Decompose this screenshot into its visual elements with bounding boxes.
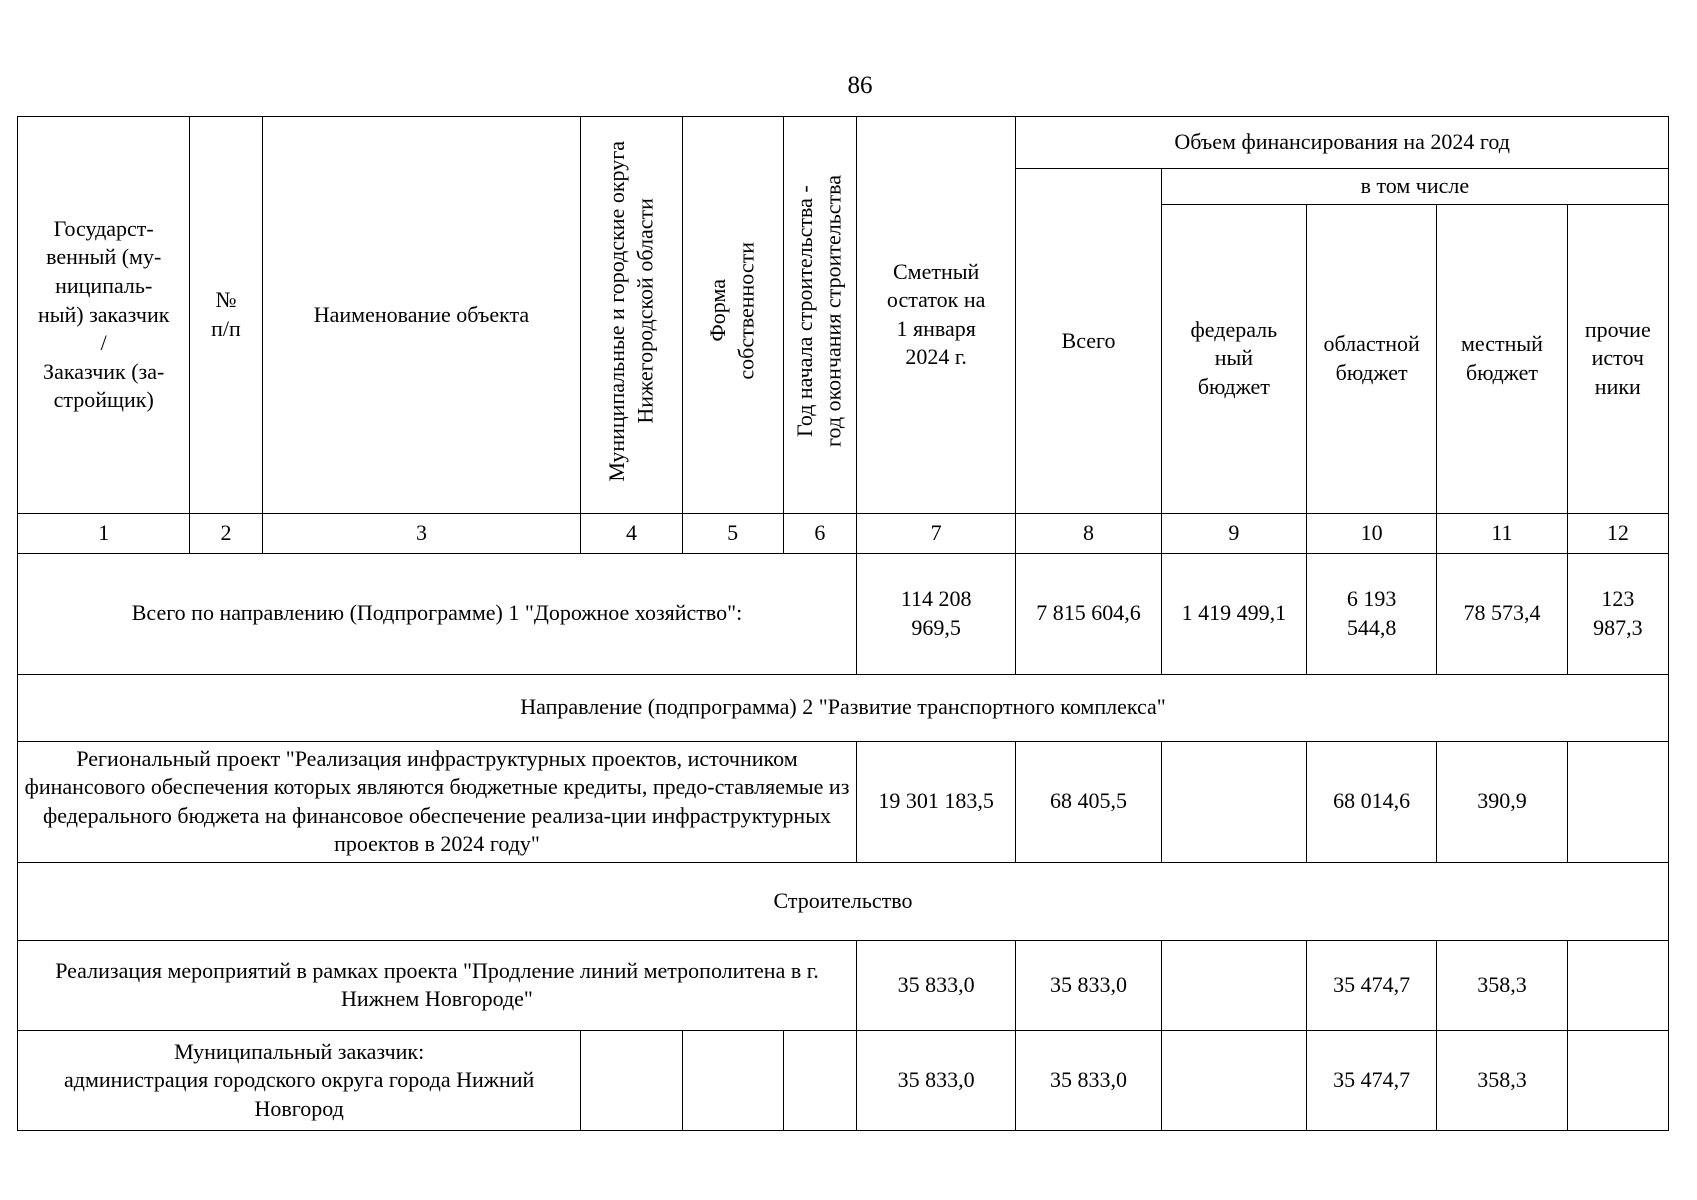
column-number: 9 <box>1161 513 1306 553</box>
table-row-section-construction <box>18 862 1669 940</box>
column-number-row <box>18 513 1669 553</box>
header-object-name: Наименование объекта <box>262 117 581 514</box>
column-number: 5 <box>682 513 783 553</box>
table-row-metro <box>18 940 1669 1030</box>
table-row-total-direction-1 <box>18 553 1669 674</box>
header-years-text: Год начала строительства - год окончания строительства <box>792 175 846 447</box>
column-number: 12 <box>1567 513 1668 553</box>
column-number: 2 <box>190 513 262 553</box>
metro-label: Реализация мероприятий в рамках проекта "Продление линий метрополитена в г. Нижнем Новгороде" <box>18 940 857 1030</box>
municipal-customer-label: Муниципальный заказчик: администрация городского округа города Нижний Новгород <box>18 1030 581 1130</box>
section-direction-2-title: Направление (подпрограмма) 2 "Развитие транспортного комплекса" <box>18 674 1669 741</box>
header-ownership-text: Форма собственности <box>705 242 759 380</box>
cell-total: 7 815 604,6 <box>1016 553 1161 674</box>
table-row-municipal-customer <box>18 1030 1669 1130</box>
header-districts-text: Муниципальные и городские округа Нижегородской области <box>603 140 658 482</box>
total-direction-1-label: Всего по направлению (Подпрограмме) 1 "Дорожное хозяйство": <box>18 553 857 674</box>
cell-total: 68 405,5 <box>1016 741 1161 862</box>
cell-federal <box>1161 1030 1306 1130</box>
cell-regional: 6 193 544,8 <box>1307 553 1437 674</box>
header-federal: федераль ный бюджет <box>1161 204 1306 513</box>
cell-other: 123 987,3 <box>1567 553 1668 674</box>
cell-federal <box>1161 741 1306 862</box>
column-number: 10 <box>1307 513 1437 553</box>
cell-remainder: 19 301 183,5 <box>856 741 1015 862</box>
cell-other <box>1567 741 1668 862</box>
cell-remainder: 114 208 969,5 <box>856 553 1015 674</box>
header-local: местный бюджет <box>1437 204 1567 513</box>
cell-remainder: 35 833,0 <box>856 940 1015 1030</box>
cell-total: 35 833,0 <box>1016 1030 1161 1130</box>
cell-total: 35 833,0 <box>1016 940 1161 1030</box>
header-funding-title: Объем финансирования на 2024 год <box>1016 117 1669 169</box>
column-number: 1 <box>18 513 190 553</box>
cell-local: 78 573,4 <box>1437 553 1567 674</box>
header-number: № п/п <box>190 117 262 514</box>
header-remainder: Сметный остаток на 1 января 2024 г. <box>856 117 1015 514</box>
column-number: 3 <box>262 513 581 553</box>
header-ownership <box>682 117 783 514</box>
header-districts <box>581 117 682 514</box>
header-including: в том числе <box>1161 169 1668 205</box>
cell-federal <box>1161 940 1306 1030</box>
header-other: прочие источ ники <box>1567 204 1668 513</box>
cell-regional: 35 474,7 <box>1307 940 1437 1030</box>
cell-local: 358,3 <box>1437 940 1567 1030</box>
header-customer: Государст- венный (му- ниципаль- ный) заказчик / Заказчик (за- стройщик) <box>18 117 190 514</box>
cell-federal: 1 419 499,1 <box>1161 553 1306 674</box>
column-number: 4 <box>581 513 682 553</box>
cell-remainder: 35 833,0 <box>856 1030 1015 1130</box>
regional-project-label: Региональный проект "Реализация инфраструктурных проектов, источником финансового обеспечения которых являются бюджетные кредиты, предо-ставляемые из федерального бюджета на финансовое обеспечение реализа-ции инфраструктурных проектов в 2024 году" <box>18 741 857 862</box>
table-row-regional-project <box>18 741 1669 862</box>
cell-local: 390,9 <box>1437 741 1567 862</box>
cell-other <box>1567 1030 1668 1130</box>
cell-years <box>783 1030 856 1130</box>
column-number: 6 <box>783 513 856 553</box>
cell-local: 358,3 <box>1437 1030 1567 1130</box>
column-number: 7 <box>856 513 1015 553</box>
cell-districts <box>581 1030 682 1130</box>
financing-table <box>17 116 1669 1131</box>
page-number: 86 <box>847 72 873 99</box>
table-row-section-direction-2 <box>18 674 1669 741</box>
column-number: 8 <box>1016 513 1161 553</box>
cell-regional: 68 014,6 <box>1307 741 1437 862</box>
header-regional: областной бюджет <box>1307 204 1437 513</box>
cell-ownership <box>682 1030 783 1130</box>
cell-other <box>1567 940 1668 1030</box>
section-construction-title: Строительство <box>18 862 1669 940</box>
header-years <box>783 117 856 514</box>
cell-regional: 35 474,7 <box>1307 1030 1437 1130</box>
column-number: 11 <box>1437 513 1567 553</box>
header-total: Всего <box>1016 169 1161 514</box>
